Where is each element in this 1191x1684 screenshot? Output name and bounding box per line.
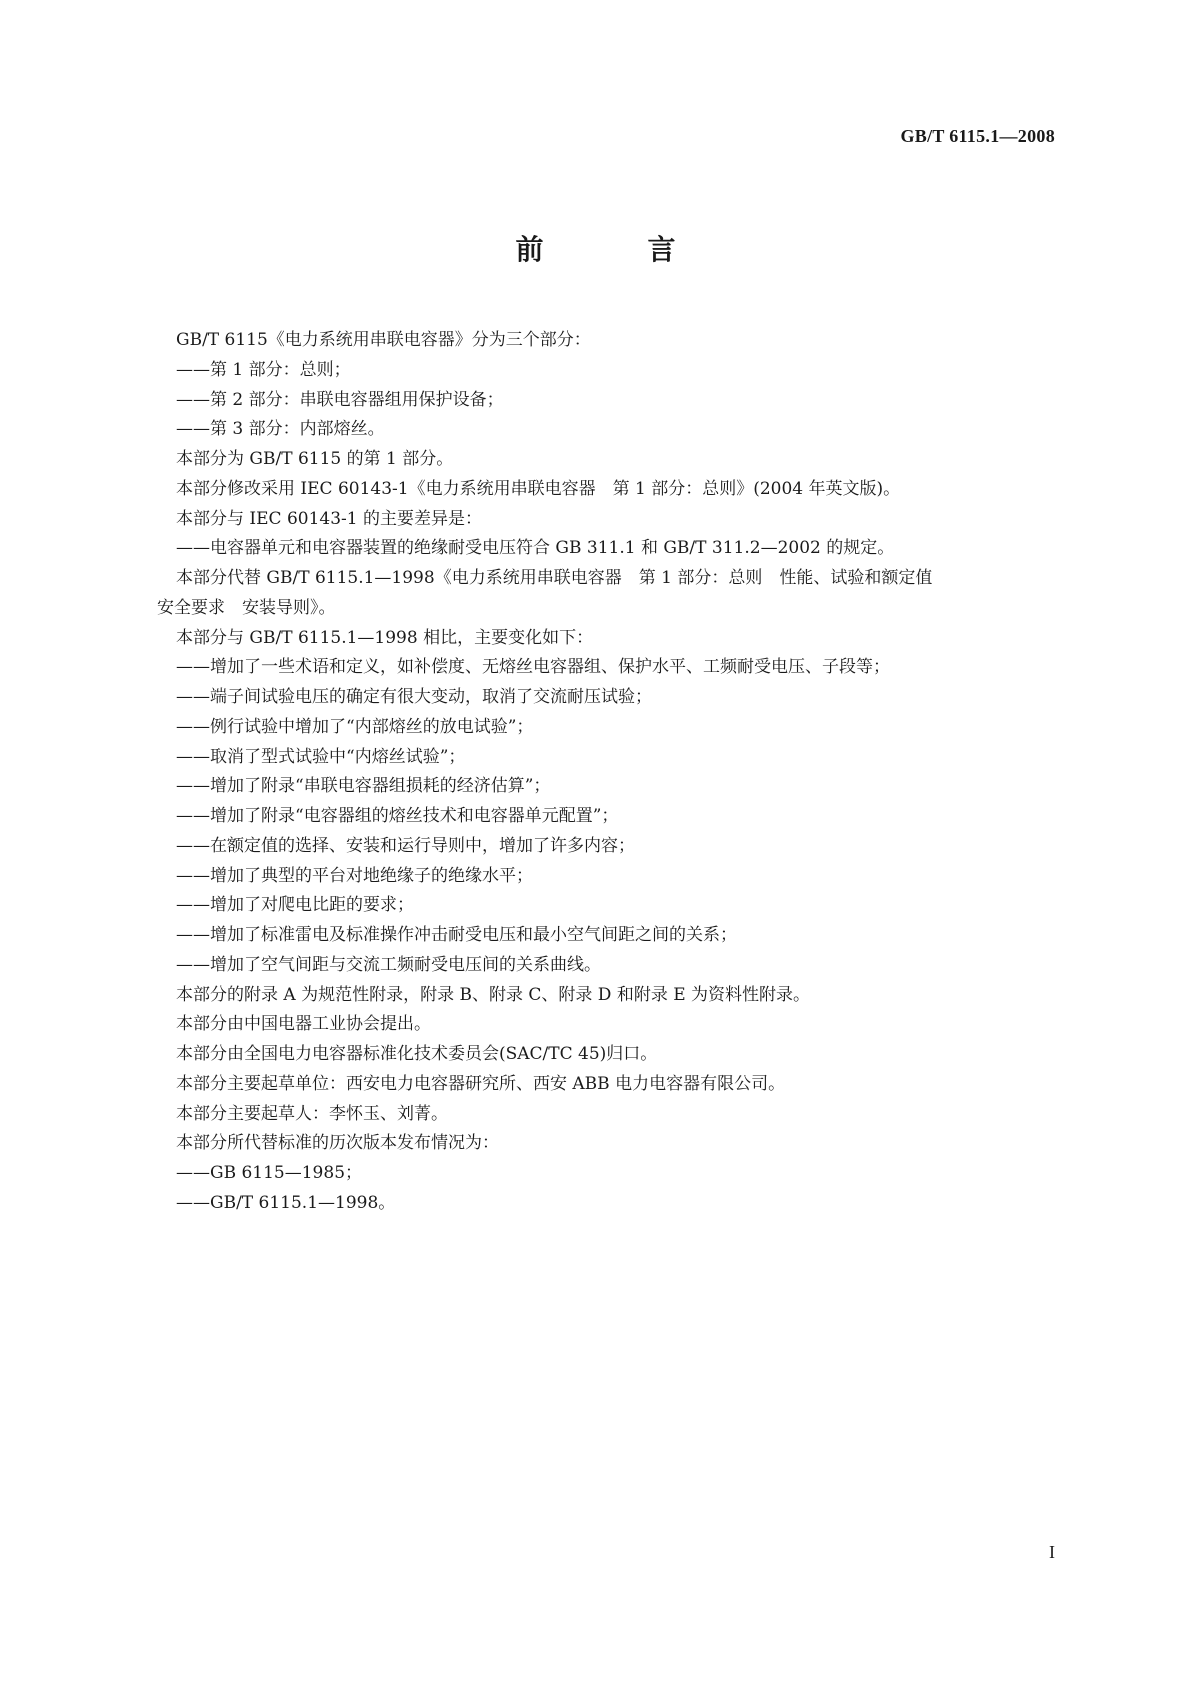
list-item-history: ——GB/T 6115.1—1998。 bbox=[176, 1192, 396, 1213]
paragraph-changes-intro: 本部分与 GB/T 6115.1—1998 相比，主要变化如下： bbox=[176, 627, 594, 648]
page-number: I bbox=[1049, 1542, 1055, 1562]
list-item-change: ——端子间试验电压的确定有很大变动，取消了交流耐压试验； bbox=[176, 687, 652, 707]
list-item-change: ——增加了一些术语和定义，如补偿度、无熔丝电容器组、保护水平、工频耐受电压、子段等； bbox=[176, 657, 890, 678]
list-item-difference: ——电容器单元和电容器装置的绝缘耐受电压符合 GB 311.1 和 GB/T 311.2—2002 的规定。 bbox=[176, 538, 895, 559]
paragraph-annexes: 本部分的附录 A 为规范性附录，附录 B、附录 C、附录 D 和附录 E 为资料性附录。 bbox=[176, 984, 811, 1005]
list-item-change: ——例行试验中增加了“内部熔丝的放电试验”； bbox=[176, 716, 534, 737]
list-item-part-3: ——第 3 部分：内部熔丝。 bbox=[176, 419, 385, 440]
standard-number: GB/T 6115.1—2008 bbox=[900, 126, 1055, 146]
list-item-change: ——增加了附录“电容器组的熔丝技术和电容器单元配置”； bbox=[176, 806, 619, 826]
list-item-change: ——增加了空气间距与交流工频耐受电压间的关系曲线。 bbox=[176, 954, 601, 975]
list-item-part-1: ——第 1 部分：总则； bbox=[176, 359, 351, 380]
page-title: 前 言 bbox=[515, 233, 714, 266]
paragraph-history-intro: 本部分所代替标准的历次版本发布情况为： bbox=[176, 1133, 499, 1154]
paragraph-centralized-by: 本部分由全国电力电容器标准化技术委员会(SAC/TC 45)归口。 bbox=[176, 1044, 658, 1064]
paragraph-replaces-continued: 安全要求 安装导则》。 bbox=[157, 597, 336, 618]
paragraph-this-part: 本部分为 GB/T 6115 的第 1 部分。 bbox=[176, 449, 454, 469]
paragraph-drafters: 本部分主要起草人：李怀玉、刘菁。 bbox=[176, 1103, 448, 1124]
list-item-change: ——增加了附录“串联电容器组损耗的经济估算”； bbox=[176, 776, 551, 797]
list-item-change: ——增加了典型的平台对地绝缘子的绝缘水平； bbox=[176, 865, 533, 886]
paragraph-replaces: 本部分代替 GB/T 6115.1—1998《电力系统用串联电容器 第 1 部分：总则 性能、试验和额定值 bbox=[176, 568, 933, 588]
list-item-change: ——增加了标准雷电及标准操作冲击耐受电压和最小空气间距之间的关系； bbox=[176, 925, 737, 945]
preface-body bbox=[157, 326, 1057, 1219]
list-item-change: ——在额定值的选择、安装和运行导则中，增加了许多内容； bbox=[176, 835, 635, 856]
list-item-part-2: ——第 2 部分：串联电容器组用保护设备； bbox=[176, 389, 504, 410]
list-item-history: ——GB 6115—1985； bbox=[176, 1163, 363, 1183]
paragraph-adoption: 本部分修改采用 IEC 60143-1《电力系统用串联电容器 第 1 部分：总则》(2004 年英文版)。 bbox=[176, 478, 901, 499]
list-item-change: ——增加了对爬电比距的要求； bbox=[176, 895, 414, 916]
paragraph-proposed-by: 本部分由中国电器工业协会提出。 bbox=[176, 1014, 431, 1035]
list-item-change: ——取消了型式试验中“内熔丝试验”； bbox=[176, 746, 466, 767]
paragraph-parts-intro: GB/T 6115《电力系统用串联电容器》分为三个部分： bbox=[176, 330, 591, 350]
paragraph-differences-intro: 本部分与 IEC 60143-1 的主要差异是： bbox=[176, 508, 482, 529]
paragraph-drafting-units: 本部分主要起草单位：西安电力电容器研究所、西安 ABB 电力电容器有限公司。 bbox=[176, 1073, 786, 1094]
